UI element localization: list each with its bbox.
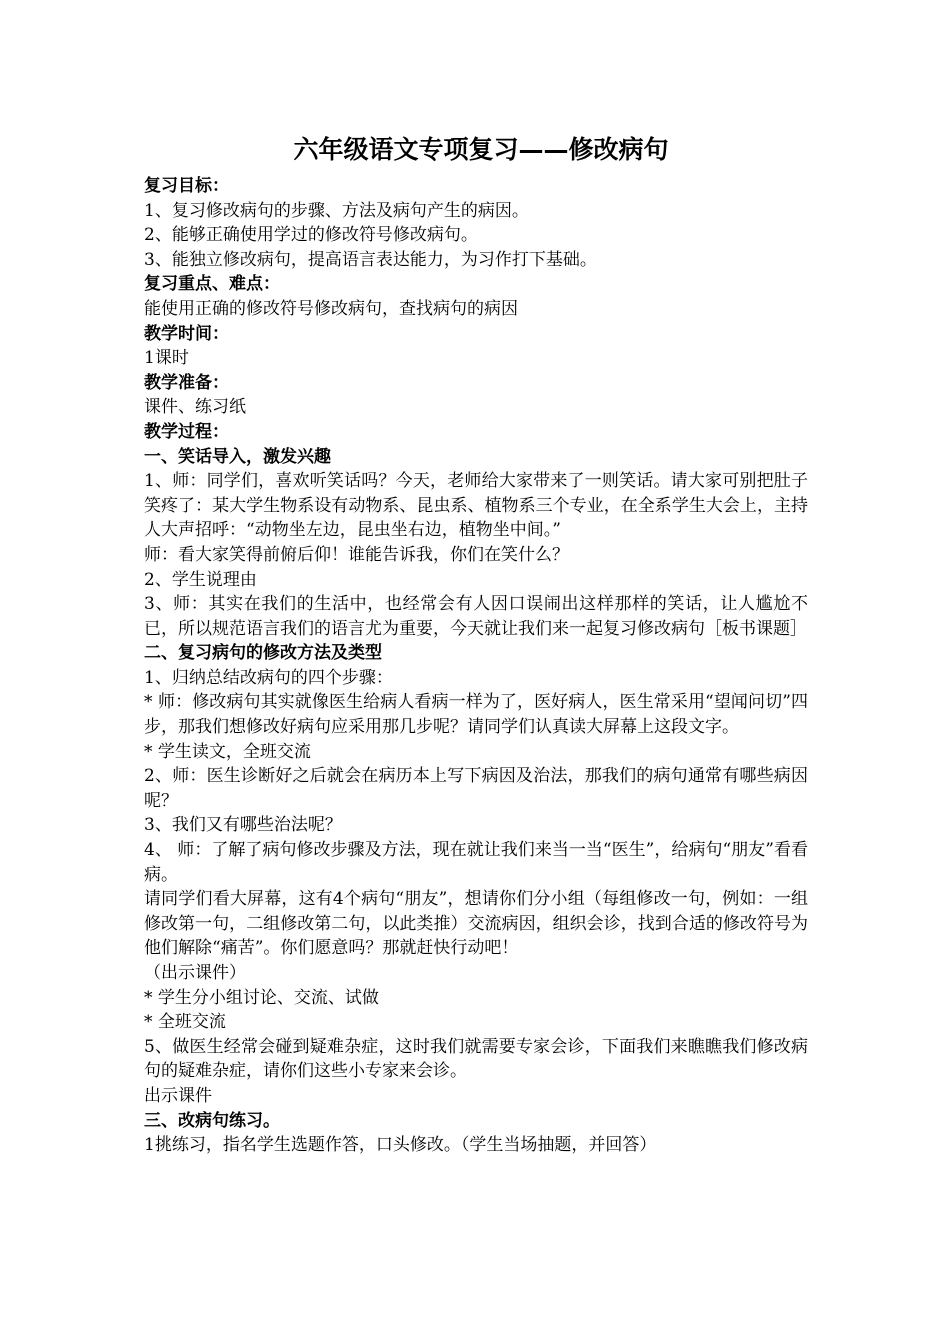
section-heading: 教学时间： xyxy=(144,323,229,344)
body-paragraph: 2、师：医生诊断好之后就会在病历本上写下病因及治法，那我们的病句通常有哪些病因呢？ xyxy=(144,766,808,811)
body-paragraph: * 学生分小组讨论、交流、试做 xyxy=(144,987,379,1008)
body-paragraph: 1课时 xyxy=(144,348,189,369)
section-heading: 教学准备： xyxy=(144,372,229,393)
section-heading: 二、复习病句的修改方法及类型 xyxy=(144,643,382,664)
body-paragraph: 1、师：同学们，喜欢听笑话吗？今天，老师给大家带来了一则笑话。请大家可别把肚子笑疼了：某大学生物系设有动物系、昆虫系、植物系三个专业，在全系学生大会上，主持人大声招呼：“动物坐左边，昆虫坐右边，植物坐中间。” xyxy=(144,471,808,541)
body-paragraph: 2、学生说理由 xyxy=(144,569,257,590)
body-paragraph: （出示课件） xyxy=(144,963,246,983)
document-title: 六年级语文专项复习——修改病句 xyxy=(293,135,669,164)
body-paragraph: 能使用正确的修改符号修改病句，查找病句的病因 xyxy=(144,298,518,319)
body-paragraph: 3、我们又有哪些治法呢？ xyxy=(144,815,342,836)
body-paragraph: 师：看大家笑得前俯后仰！谁能告诉我，你们在笑什么？ xyxy=(144,544,569,565)
body-paragraph: * 学生读文，全班交流 xyxy=(144,741,311,762)
body-paragraph: 1挑练习，指名学生选题作答，口头修改。（学生当场抽题，并回答） xyxy=(144,1135,657,1156)
body-paragraph: 3、师：其实在我们的生活中，也经常会有人因口误闹出这样那样的笑话，让人尴尬不已，所以规范语言我们的语言尤为重要，今天就让我们来一起复习修改病句［板书课题］ xyxy=(144,594,808,639)
document-page xyxy=(144,128,808,1158)
body-paragraph: 请同学们看大屏幕，这有4个病句“朋友”，想请你们分小组（每组修改一句，例如：一组修改第一句，二组修改第二句，以此类推）交流病因，组织会诊，找到合适的修改符号为他们解除“痛苦”。你们愿意吗？那就赶快行动吧！ xyxy=(144,889,808,959)
section-heading: 三、改病句练习。 xyxy=(144,1110,280,1131)
section-heading: 一、笑话导入，激发兴趣 xyxy=(144,446,331,467)
body-paragraph: 出示课件 xyxy=(144,1085,212,1106)
body-paragraph: 5、做医生经常会碰到疑难杂症，这时我们就需要专家会诊，下面我们来瞧瞧我们修改病句的疑难杂症，请你们这些小专家来会诊。 xyxy=(144,1036,808,1082)
section-heading: 教学过程： xyxy=(144,421,229,442)
document-body xyxy=(144,174,808,1158)
body-paragraph: 2、能够正确使用学过的修改符号修改病句。 xyxy=(144,225,478,246)
body-paragraph: 1、归纳总结改病句的四个步骤： xyxy=(144,667,393,688)
body-paragraph: 课件、练习纸 xyxy=(144,397,246,418)
body-paragraph: 4、 师：了解了病句修改步骤及方法，现在就让我们来当一当“医生”，给病句“朋友”看看病。 xyxy=(144,840,808,885)
section-heading: 复习目标： xyxy=(144,176,229,196)
body-paragraph: * 师：修改病句其实就像医生给病人看病一样为了，医好病人，医生常采用“望闻问切”四步，那我们想修改好病句应采用那几步呢？请同学们认真读大屏幕上这段文字。 xyxy=(144,692,808,738)
body-paragraph: 1、复习修改病句的步骤、方法及病句产生的病因。 xyxy=(144,200,529,221)
section-heading: 复习重点、难点： xyxy=(144,274,280,295)
body-paragraph: * 全班交流 xyxy=(144,1012,226,1033)
body-paragraph: 3、能独立修改病句，提高语言表达能力，为习作打下基础。 xyxy=(144,249,597,270)
